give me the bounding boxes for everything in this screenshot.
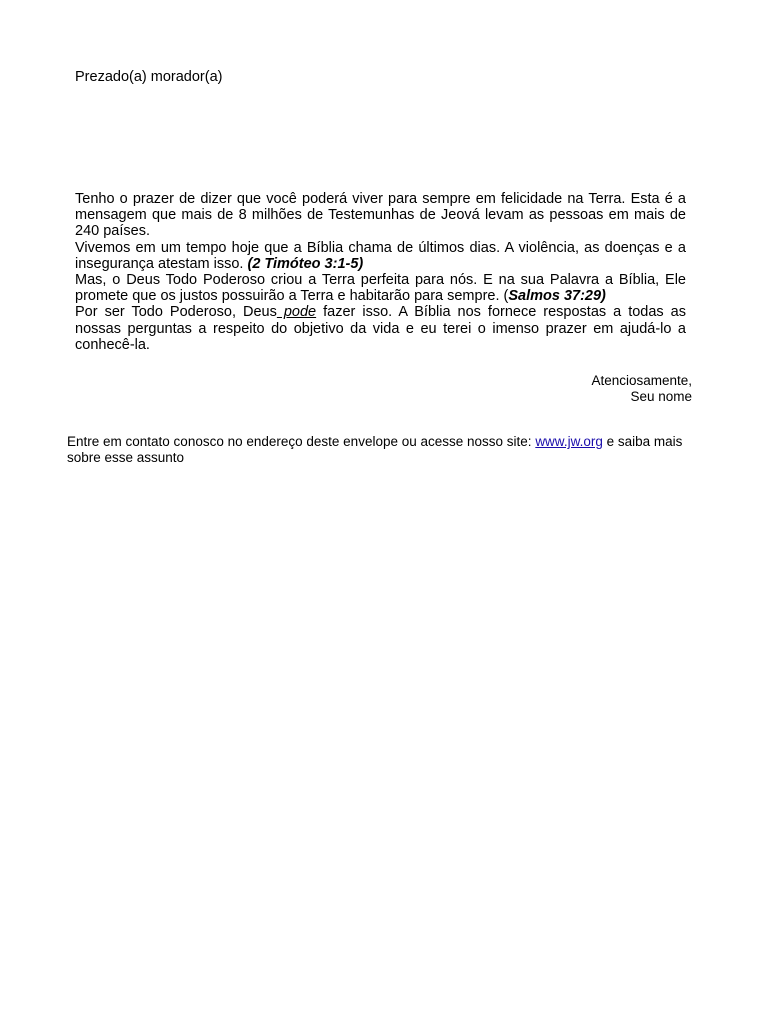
scripture-reference-psalms: Salmos 37:29) (508, 288, 606, 305)
signature-name: Seu nome (630, 388, 692, 404)
paragraph-last-days (75, 240, 686, 272)
paragraph-almighty-before: Por ser Todo Poderoso, Deus (75, 304, 277, 321)
contact-footer (67, 434, 697, 466)
paragraph-promise-text: Mas, o Deus Todo Poderoso criou a Terra perfeita para nós. E na sua Palavra a Bíblia, Ele promete que os justos possuirão a Terra e habitarão para sempre. ( (75, 272, 686, 305)
closing (591, 373, 692, 404)
footer-text-before: Entre em contato conosco no endereço deste envelope ou acesse nosso site: (67, 434, 536, 449)
letter-body (75, 191, 686, 353)
scripture-reference-timothy: (2 Timóteo 3:1-5) (247, 255, 364, 272)
paragraph-message: Tenho o prazer de dizer que você poderá viver para sempre em felicidade na Terra. Esta é a mensagem que mais de 8 milhões de Testemunhas de Jeová levam as pessoas em mais de 240 países. (75, 191, 686, 240)
greeting: Prezado(a) morador(a) (75, 69, 223, 85)
paragraph-almighty-after: fazer isso. A Bíblia nos fornece respostas a todas as nossas perguntas a respeito do objetivo da vida e eu terei o imenso prazer em ajudá-lo a conhecê-la. (75, 304, 686, 353)
emphasized-word: pode (276, 304, 317, 321)
paragraph-almighty (75, 304, 686, 353)
footer-text-after: e saiba mais sobre esse assunto (67, 434, 683, 465)
paragraph-last-days-text: Vivemos em um tempo hoje que a Bíblia chama de últimos dias. A violência, as doenças e a insegurança atestam isso. (75, 239, 686, 272)
website-link[interactable]: www.jw.org (535, 434, 603, 449)
paragraph-promise (75, 272, 686, 304)
closing-salutation: Atenciosamente, (591, 373, 692, 388)
